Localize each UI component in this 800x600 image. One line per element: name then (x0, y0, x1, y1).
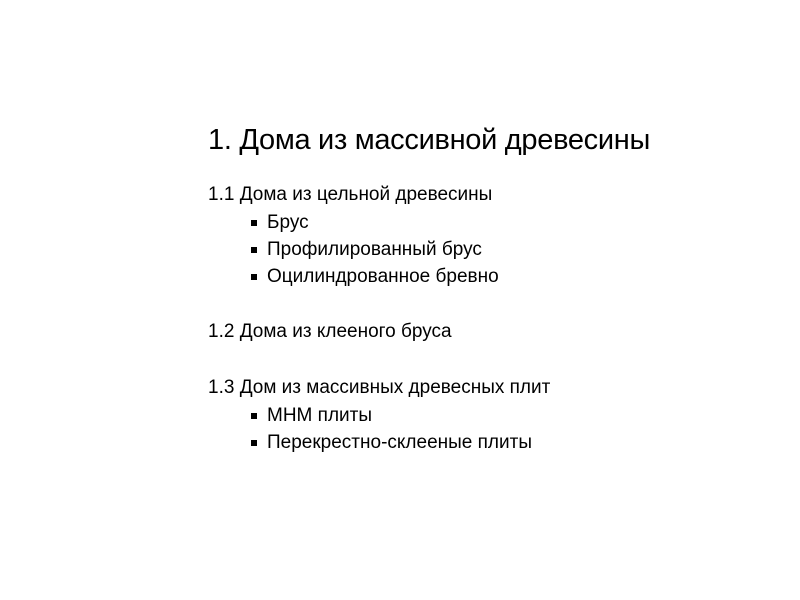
spacer (208, 346, 768, 373)
bullet-item (208, 236, 768, 263)
square-bullet-icon (251, 413, 257, 419)
square-bullet-icon (251, 247, 257, 253)
bullet-text: Оцилиндрованное бревно (267, 266, 499, 287)
bullet-text: Перекрестно-склееные плиты (267, 432, 532, 453)
section-1-3 (208, 373, 768, 456)
bullet-item (208, 263, 768, 290)
bullet-item (208, 209, 768, 236)
bullet-text: МНМ плиты (267, 405, 373, 426)
bullet-item (208, 402, 768, 429)
bullet-list (208, 209, 768, 290)
section-1-1 (208, 180, 768, 290)
square-bullet-icon (251, 440, 257, 446)
bullet-text: Брус (267, 212, 309, 233)
slide-title: 1. Дома из массивной древесины (208, 124, 651, 156)
section-heading: 1.3 Дом из массивных древесных плит (208, 377, 551, 398)
slide-content (208, 180, 768, 456)
spacer (208, 290, 768, 317)
square-bullet-icon (251, 220, 257, 226)
bullet-list (208, 402, 768, 456)
bullet-item (208, 429, 768, 456)
section-heading: 1.1 Дома из цельной древесины (208, 184, 493, 205)
section-1-2 (208, 317, 768, 346)
bullet-text: Профилированный брус (267, 239, 482, 260)
section-heading: 1.2 Дома из клееного бруса (208, 321, 452, 342)
square-bullet-icon (251, 274, 257, 280)
